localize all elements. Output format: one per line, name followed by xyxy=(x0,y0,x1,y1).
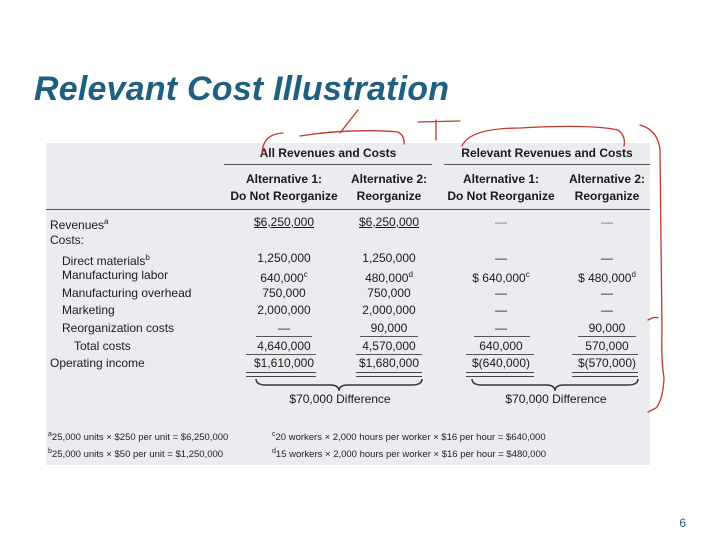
difference-label-relevant: $70,000 Difference xyxy=(505,392,607,406)
cell-reorganization-costs-col4: 90,000 xyxy=(588,321,626,335)
group-header-relevant: Relevant Revenues and Costs xyxy=(461,146,633,160)
ink-line-top xyxy=(418,121,460,122)
col3-header-line2: Do Not Reorganize xyxy=(447,189,555,203)
row-label-reorganization-costs: Reorganization costs xyxy=(62,321,175,335)
row-label-costs: Costs: xyxy=(50,233,85,247)
cell-operating-income-col1: $1,610,000 xyxy=(253,356,315,370)
cell-operating-income-col3: $(640,000) xyxy=(471,356,531,370)
row-label-direct-materials: Direct materials$^b$ xyxy=(62,253,150,268)
cell-reorganization-costs-col3: — xyxy=(495,321,507,335)
cell-total-costs-col3: 640,000 xyxy=(479,339,523,353)
footnote-d: $^d$15 workers × 2,000 hours per worker × $16 per hour = $480,000 xyxy=(272,448,547,461)
cell-reorganization-costs-col1: — xyxy=(278,321,290,335)
row-label-revenues: Revenues$^a$ xyxy=(50,217,109,232)
cell-manufacturing-labor-col4: $ 480,000$^d$ xyxy=(578,270,636,285)
cell-manufacturing-labor-col2: 480,000$^d$ xyxy=(365,270,413,285)
cell-manufacturing-overhead-col2: 750,000 xyxy=(367,286,411,300)
row-label-manufacturing-overhead: Manufacturing overhead xyxy=(62,286,192,300)
cell-direct-materials-col3: — xyxy=(495,251,507,265)
cell-manufacturing-overhead-col3: — xyxy=(495,286,507,300)
col4-header-line2: Reorganize xyxy=(574,189,640,203)
slide-number: 6 xyxy=(679,516,686,530)
cell-manufacturing-overhead-col4: — xyxy=(601,286,613,300)
cell-direct-materials-col2: 1,250,000 xyxy=(362,251,416,265)
difference-label-all: $70,000 Difference xyxy=(289,392,391,406)
ink-arc-3 xyxy=(462,126,624,146)
ink-right-bracket xyxy=(640,125,664,412)
cell-manufacturing-labor-col1: 640,000$^c$ xyxy=(260,270,308,285)
cell-marketing-col1: 2,000,000 xyxy=(257,303,311,317)
cell-total-costs-col2: 4,570,000 xyxy=(362,339,416,353)
row-label-total-costs: Total costs xyxy=(74,339,131,353)
cell-direct-materials-col4: — xyxy=(601,251,613,265)
cell-revenues-col4: — xyxy=(601,215,613,229)
cell-reorganization-costs-col2: 90,000 xyxy=(370,321,408,335)
cell-manufacturing-labor-col3: $ 640,000$^c$ xyxy=(472,270,530,285)
cell-total-costs-col4: 570,000 xyxy=(585,339,629,353)
group-header-all: All Revenues and Costs xyxy=(259,146,397,160)
footnote-c: $^c$20 workers × 2,000 hours per worker × $16 per hour = $640,000 xyxy=(272,431,546,444)
footnote-a: $^a$25,000 units × $250 per unit = $6,250,000 xyxy=(48,431,229,444)
col3-header-line1: Alternative 1: xyxy=(462,172,540,186)
row-label-marketing: Marketing xyxy=(62,303,115,317)
cell-direct-materials-col1: 1,250,000 xyxy=(257,251,311,265)
cell-revenues-col2: $6,250,000 xyxy=(358,215,420,229)
col1-header-line2: Do Not Reorganize xyxy=(230,189,338,203)
cell-operating-income-col2: $1,680,000 xyxy=(358,356,420,370)
cell-marketing-col2: 2,000,000 xyxy=(362,303,416,317)
ink-arc-1 xyxy=(262,133,283,155)
slide-title: Relevant Cost Illustration xyxy=(34,70,450,108)
ink-arc-2 xyxy=(300,131,404,144)
cell-marketing-col3: — xyxy=(495,303,507,317)
col1-header-line1: Alternative 1: xyxy=(245,172,323,186)
row-label-operating-income: Operating income xyxy=(50,356,145,370)
ink-tick xyxy=(340,110,358,133)
ink-hook xyxy=(648,317,658,320)
cell-marketing-col4: — xyxy=(601,303,613,317)
col2-header-line1: Alternative 2: xyxy=(350,172,428,186)
col4-header-line1: Alternative 2: xyxy=(568,172,646,186)
cell-operating-income-col4: $(570,000) xyxy=(577,356,637,370)
cell-manufacturing-overhead-col1: 750,000 xyxy=(262,286,306,300)
cell-revenues-col1: $6,250,000 xyxy=(253,215,315,229)
cell-revenues-col3: — xyxy=(495,215,507,229)
row-label-manufacturing-labor: Manufacturing labor xyxy=(62,268,169,282)
cell-total-costs-col1: 4,640,000 xyxy=(257,339,311,353)
footnote-b: $^b$25,000 units × $50 per unit = $1,250,000 xyxy=(48,448,224,461)
col2-header-line2: Reorganize xyxy=(356,189,422,203)
